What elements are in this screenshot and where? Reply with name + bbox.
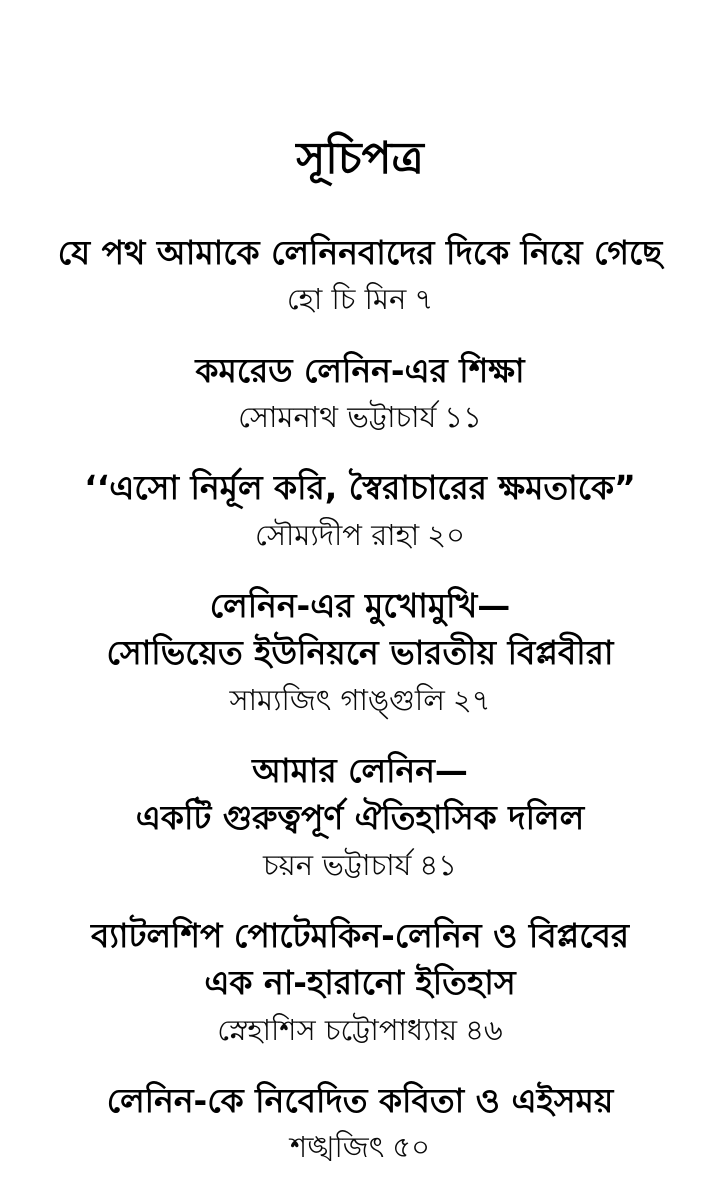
entry-author: সোমনাথ ভট্টাচার্য	[238, 400, 437, 435]
toc-entry	[0, 899, 720, 1064]
toc-entry	[0, 451, 720, 569]
toc-entry	[0, 334, 720, 452]
entry-page-number: ৫০	[392, 1130, 430, 1165]
entry-author: চয়ন ভট্টাচার্য	[263, 847, 412, 882]
entry-title: ‘‘এসো নির্মূল করি, স্বৈরাচারের ক্ষমতাকে”	[84, 468, 636, 508]
page-title: সূচিপত্র	[296, 133, 424, 184]
entry-page-number: ২০	[427, 518, 465, 553]
entry-title-line-2: এক না-হারানো ইতিহাস	[204, 962, 516, 1002]
entry-byline	[16, 679, 704, 721]
entry-page-number: ৭	[414, 282, 434, 317]
toc-entry	[0, 734, 720, 899]
entry-byline	[16, 396, 704, 438]
toc-entry	[0, 1064, 720, 1182]
entry-author: শঙ্খজিৎ	[290, 1130, 385, 1165]
entry-byline	[16, 844, 704, 886]
entry-page-number: ১১	[444, 400, 482, 435]
entry-title: ব্যাটলশিপ পোটেমকিন-লেনিন ও বিপ্লবের	[91, 915, 629, 955]
entry-byline	[16, 1009, 704, 1051]
entry-title-line-2: একটি গুরুত্বপূর্ণ ঐতিহাসিক দলিল	[135, 797, 585, 837]
entry-title: যে পথ আমাকে লেনিনবাদের দিকে নিয়ে গেছে	[57, 232, 663, 272]
entry-author: সাম্যজিৎ গাঙ্গুলি	[229, 683, 445, 718]
toc-entry	[0, 569, 720, 734]
entry-author: সৌম্যদীপ রাহা	[255, 518, 420, 553]
entry-title: লেনিন-কে নিবেদিত কবিতা ও এইসময়	[106, 1080, 614, 1120]
entry-author: স্নেহাশিস চট্টোপাধ্যায়	[217, 1012, 458, 1047]
entry-title-line-2: সোভিয়েত ইউনিয়নে ভারতীয় বিপ্লবীরা	[106, 633, 614, 673]
toc-entry	[0, 216, 720, 334]
entry-page-number: ৪৬	[465, 1012, 503, 1047]
entry-byline	[16, 514, 704, 556]
entry-byline	[16, 278, 704, 320]
entry-title: কমরেড লেনিন-এর শিক্ষা	[195, 350, 525, 390]
entry-title: আমার লেনিন—	[252, 751, 468, 791]
entry-author: হো চি মিন	[286, 282, 407, 317]
entry-page-number: ৪১	[419, 847, 457, 882]
entry-page-number: ২৭	[452, 683, 491, 718]
entry-title: লেনিন-এর মুখোমুখি—	[209, 586, 511, 626]
table-of-contents	[0, 216, 720, 1182]
entry-byline	[16, 1126, 704, 1168]
